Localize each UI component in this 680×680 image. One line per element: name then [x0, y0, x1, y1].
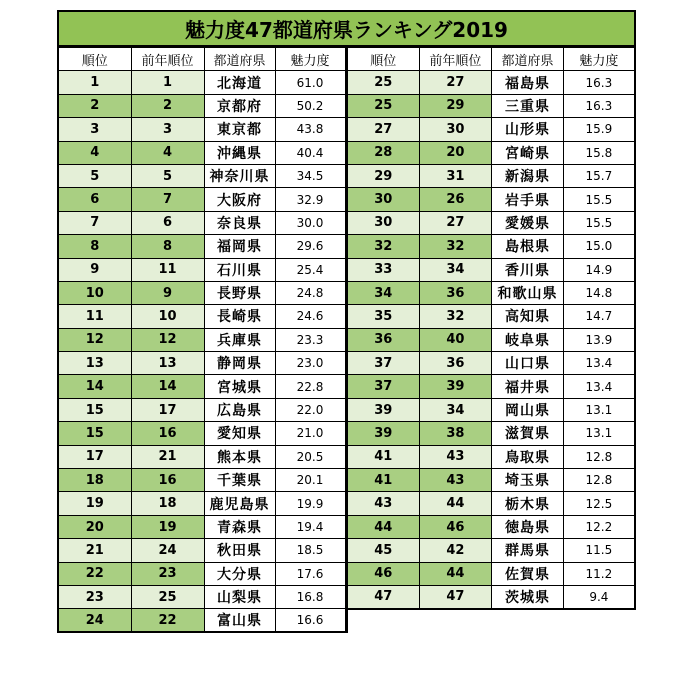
- prev-rank-cell: 39: [419, 375, 492, 398]
- prefecture-cell: 香川県: [492, 258, 564, 281]
- prev-rank-cell: 21: [131, 445, 204, 468]
- score-cell: 15.0: [563, 235, 635, 258]
- table-row: [58, 118, 346, 141]
- prefecture-cell: 岡山県: [492, 398, 564, 421]
- prefecture-cell: 鳥取県: [492, 445, 564, 468]
- prev-rank-cell: 47: [419, 585, 492, 608]
- score-cell: 50.2: [275, 94, 346, 117]
- rank-cell: 29: [348, 164, 420, 187]
- prev-rank-cell: 32: [419, 305, 492, 328]
- prefecture-cell: 東京都: [204, 118, 275, 141]
- prefecture-cell: 奈良県: [204, 211, 275, 234]
- table-row: [348, 118, 636, 141]
- prefecture-cell: 埼玉県: [492, 469, 564, 492]
- prefecture-cell: 千葉県: [204, 469, 275, 492]
- score-cell: 12.5: [563, 492, 635, 515]
- prefecture-cell: 福島県: [492, 71, 564, 94]
- prev-rank-cell: 38: [419, 422, 492, 445]
- header-score: 魅力度: [275, 48, 346, 71]
- rank-cell: 32: [348, 235, 420, 258]
- header-prefecture: 都道府県: [204, 48, 275, 71]
- table-row: [348, 164, 636, 187]
- prefecture-cell: 茨城県: [492, 585, 564, 608]
- table-row: [58, 258, 346, 281]
- table-row: [348, 328, 636, 351]
- score-cell: 23.3: [275, 328, 346, 351]
- prev-rank-cell: 34: [419, 398, 492, 421]
- prev-rank-cell: 14: [131, 375, 204, 398]
- table-row: [58, 281, 346, 304]
- rank-cell: 12: [58, 328, 131, 351]
- ranking-table-right: [347, 47, 636, 610]
- prefecture-cell: 群馬県: [492, 539, 564, 562]
- prefecture-cell: 山形県: [492, 118, 564, 141]
- rank-cell: 21: [58, 539, 131, 562]
- score-cell: 17.6: [275, 562, 346, 585]
- table-row: [348, 492, 636, 515]
- rank-cell: 25: [348, 94, 420, 117]
- prev-rank-cell: 16: [131, 469, 204, 492]
- prefecture-cell: 鹿児島県: [204, 492, 275, 515]
- table-row: [58, 352, 346, 375]
- rank-cell: 30: [348, 188, 420, 211]
- table-row: [348, 352, 636, 375]
- table-row: [348, 445, 636, 468]
- table-row: [348, 141, 636, 164]
- table-row: [58, 375, 346, 398]
- table-row: [58, 141, 346, 164]
- rank-cell: 24: [58, 609, 131, 632]
- score-cell: 13.4: [563, 352, 635, 375]
- prefecture-cell: 北海道: [204, 71, 275, 94]
- table-row: [58, 492, 346, 515]
- header-score: 魅力度: [563, 48, 635, 71]
- rank-cell: 44: [348, 515, 420, 538]
- table-row: [348, 539, 636, 562]
- rank-cell: 41: [348, 445, 420, 468]
- table-row: [58, 94, 346, 117]
- table-row: [348, 188, 636, 211]
- score-cell: 22.8: [275, 375, 346, 398]
- prev-rank-cell: 29: [419, 94, 492, 117]
- rank-cell: 2: [58, 94, 131, 117]
- prefecture-cell: 石川県: [204, 258, 275, 281]
- prev-rank-cell: 2: [131, 94, 204, 117]
- table-row: [348, 305, 636, 328]
- prefecture-cell: 愛媛県: [492, 211, 564, 234]
- prev-rank-cell: 44: [419, 492, 492, 515]
- prev-rank-cell: 24: [131, 539, 204, 562]
- table-row: [348, 211, 636, 234]
- prefecture-cell: 山口県: [492, 352, 564, 375]
- score-cell: 15.5: [563, 188, 635, 211]
- table-row: [348, 258, 636, 281]
- score-cell: 34.5: [275, 164, 346, 187]
- ranking-table-left: [57, 47, 348, 633]
- prefecture-cell: 広島県: [204, 398, 275, 421]
- prefecture-cell: 新潟県: [492, 164, 564, 187]
- header-rank: 順位: [58, 48, 131, 71]
- rank-cell: 1: [58, 71, 131, 94]
- prefecture-cell: 長崎県: [204, 305, 275, 328]
- prefecture-cell: 高知県: [492, 305, 564, 328]
- table-row: [348, 281, 636, 304]
- prefecture-cell: 宮崎県: [492, 141, 564, 164]
- table-row: [348, 94, 636, 117]
- score-cell: 14.9: [563, 258, 635, 281]
- rank-cell: 41: [348, 469, 420, 492]
- rank-cell: 35: [348, 305, 420, 328]
- rank-cell: 8: [58, 235, 131, 258]
- table-row: [58, 585, 346, 608]
- score-cell: 11.5: [563, 539, 635, 562]
- score-cell: 14.7: [563, 305, 635, 328]
- table-row: [58, 305, 346, 328]
- score-cell: 24.6: [275, 305, 346, 328]
- prefecture-cell: 兵庫県: [204, 328, 275, 351]
- prev-rank-cell: 32: [419, 235, 492, 258]
- prefecture-cell: 滋賀県: [492, 422, 564, 445]
- prev-rank-cell: 25: [131, 585, 204, 608]
- prev-rank-cell: 3: [131, 118, 204, 141]
- rank-cell: 45: [348, 539, 420, 562]
- prev-rank-cell: 44: [419, 562, 492, 585]
- prefecture-cell: 京都府: [204, 94, 275, 117]
- prefecture-cell: 静岡県: [204, 352, 275, 375]
- rank-cell: 39: [348, 398, 420, 421]
- table-row: [348, 585, 636, 608]
- rank-cell: 7: [58, 211, 131, 234]
- prev-rank-cell: 22: [131, 609, 204, 632]
- table-row: [58, 445, 346, 468]
- prefecture-cell: 宮城県: [204, 375, 275, 398]
- score-cell: 12.2: [563, 515, 635, 538]
- prev-rank-cell: 23: [131, 562, 204, 585]
- score-cell: 24.8: [275, 281, 346, 304]
- rank-cell: 3: [58, 118, 131, 141]
- prev-rank-cell: 17: [131, 398, 204, 421]
- rank-cell: 11: [58, 305, 131, 328]
- header-prev-rank: 前年順位: [131, 48, 204, 71]
- prefecture-cell: 和歌山県: [492, 281, 564, 304]
- prefecture-cell: 富山県: [204, 609, 275, 632]
- prev-rank-cell: 40: [419, 328, 492, 351]
- score-cell: 61.0: [275, 71, 346, 94]
- rank-cell: 46: [348, 562, 420, 585]
- rank-cell: 37: [348, 375, 420, 398]
- rank-cell: 18: [58, 469, 131, 492]
- prev-rank-cell: 5: [131, 164, 204, 187]
- score-cell: 43.8: [275, 118, 346, 141]
- rank-cell: 43: [348, 492, 420, 515]
- score-cell: 16.3: [563, 71, 635, 94]
- rank-cell: 6: [58, 188, 131, 211]
- header-prev-rank: 前年順位: [419, 48, 492, 71]
- score-cell: 13.1: [563, 422, 635, 445]
- prefecture-cell: 三重県: [492, 94, 564, 117]
- table-row: [348, 562, 636, 585]
- prev-rank-cell: 1: [131, 71, 204, 94]
- prev-rank-cell: 27: [419, 71, 492, 94]
- rank-cell: 34: [348, 281, 420, 304]
- rank-cell: 47: [348, 585, 420, 608]
- rank-cell: 33: [348, 258, 420, 281]
- score-cell: 9.4: [563, 585, 635, 608]
- prefecture-cell: 栃木県: [492, 492, 564, 515]
- table-row: [58, 515, 346, 538]
- table-row: [58, 609, 346, 632]
- header-rank: 順位: [348, 48, 420, 71]
- prev-rank-cell: 8: [131, 235, 204, 258]
- prev-rank-cell: 43: [419, 445, 492, 468]
- prev-rank-cell: 6: [131, 211, 204, 234]
- rank-cell: 9: [58, 258, 131, 281]
- table-row: [58, 235, 346, 258]
- score-cell: 12.8: [563, 445, 635, 468]
- prefecture-cell: 秋田県: [204, 539, 275, 562]
- score-cell: 16.3: [563, 94, 635, 117]
- rank-cell: 13: [58, 352, 131, 375]
- rank-cell: 14: [58, 375, 131, 398]
- score-cell: 30.0: [275, 211, 346, 234]
- rank-cell: 4: [58, 141, 131, 164]
- score-cell: 13.4: [563, 375, 635, 398]
- score-cell: 20.5: [275, 445, 346, 468]
- table-row: [348, 469, 636, 492]
- table-row: [348, 235, 636, 258]
- rank-cell: 17: [58, 445, 131, 468]
- prefecture-cell: 沖縄県: [204, 141, 275, 164]
- prev-rank-cell: 9: [131, 281, 204, 304]
- score-cell: 12.8: [563, 469, 635, 492]
- prev-rank-cell: 18: [131, 492, 204, 515]
- score-cell: 40.4: [275, 141, 346, 164]
- table-row: [58, 539, 346, 562]
- prev-rank-cell: 30: [419, 118, 492, 141]
- rank-cell: 15: [58, 422, 131, 445]
- rank-cell: 22: [58, 562, 131, 585]
- rank-cell: 39: [348, 422, 420, 445]
- score-cell: 20.1: [275, 469, 346, 492]
- prefecture-cell: 山梨県: [204, 585, 275, 608]
- prefecture-cell: 島根県: [492, 235, 564, 258]
- prefecture-cell: 岐阜県: [492, 328, 564, 351]
- rank-cell: 20: [58, 515, 131, 538]
- score-cell: 15.9: [563, 118, 635, 141]
- prefecture-cell: 長野県: [204, 281, 275, 304]
- prev-rank-cell: 36: [419, 352, 492, 375]
- score-cell: 14.8: [563, 281, 635, 304]
- score-cell: 18.5: [275, 539, 346, 562]
- prev-rank-cell: 11: [131, 258, 204, 281]
- table-row: [58, 328, 346, 351]
- rank-cell: 23: [58, 585, 131, 608]
- score-cell: 23.0: [275, 352, 346, 375]
- prev-rank-cell: 27: [419, 211, 492, 234]
- score-cell: 13.9: [563, 328, 635, 351]
- prefecture-cell: 大阪府: [204, 188, 275, 211]
- table-row: [58, 562, 346, 585]
- prefecture-cell: 福岡県: [204, 235, 275, 258]
- rank-cell: 37: [348, 352, 420, 375]
- header-row: [348, 48, 636, 71]
- prev-rank-cell: 36: [419, 281, 492, 304]
- score-cell: 11.2: [563, 562, 635, 585]
- prev-rank-cell: 43: [419, 469, 492, 492]
- prev-rank-cell: 31: [419, 164, 492, 187]
- table-title: 魅力度47都道府県ランキング2019: [57, 10, 636, 47]
- prefecture-cell: 岩手県: [492, 188, 564, 211]
- score-cell: 29.6: [275, 235, 346, 258]
- score-cell: 22.0: [275, 398, 346, 421]
- prefecture-cell: 大分県: [204, 562, 275, 585]
- table-row: [58, 469, 346, 492]
- table-row: [58, 211, 346, 234]
- rank-cell: 36: [348, 328, 420, 351]
- table-row: [348, 398, 636, 421]
- prefecture-cell: 徳島県: [492, 515, 564, 538]
- ranking-table-frame: [57, 10, 636, 669]
- table-row: [58, 71, 346, 94]
- score-cell: 21.0: [275, 422, 346, 445]
- score-cell: 16.6: [275, 609, 346, 632]
- prefecture-cell: 佐賀県: [492, 562, 564, 585]
- prefecture-cell: 神奈川県: [204, 164, 275, 187]
- prev-rank-cell: 7: [131, 188, 204, 211]
- score-cell: 19.9: [275, 492, 346, 515]
- rank-cell: 27: [348, 118, 420, 141]
- rank-cell: 30: [348, 211, 420, 234]
- table-row: [348, 515, 636, 538]
- prev-rank-cell: 20: [419, 141, 492, 164]
- prefecture-cell: 愛知県: [204, 422, 275, 445]
- table-row: [348, 375, 636, 398]
- prev-rank-cell: 34: [419, 258, 492, 281]
- score-cell: 15.8: [563, 141, 635, 164]
- score-cell: 32.9: [275, 188, 346, 211]
- table-row: [348, 71, 636, 94]
- rank-cell: 15: [58, 398, 131, 421]
- table-row: [58, 188, 346, 211]
- prev-rank-cell: 16: [131, 422, 204, 445]
- prev-rank-cell: 26: [419, 188, 492, 211]
- rank-cell: 10: [58, 281, 131, 304]
- header-prefecture: 都道府県: [492, 48, 564, 71]
- prev-rank-cell: 42: [419, 539, 492, 562]
- prefecture-cell: 福井県: [492, 375, 564, 398]
- rank-cell: 25: [348, 71, 420, 94]
- score-cell: 13.1: [563, 398, 635, 421]
- score-cell: 25.4: [275, 258, 346, 281]
- prev-rank-cell: 13: [131, 352, 204, 375]
- prev-rank-cell: 10: [131, 305, 204, 328]
- prev-rank-cell: 12: [131, 328, 204, 351]
- rank-cell: 19: [58, 492, 131, 515]
- score-cell: 15.5: [563, 211, 635, 234]
- prev-rank-cell: 19: [131, 515, 204, 538]
- score-cell: 16.8: [275, 585, 346, 608]
- header-row: [58, 48, 346, 71]
- prev-rank-cell: 4: [131, 141, 204, 164]
- table-row: [58, 164, 346, 187]
- table-row: [58, 398, 346, 421]
- prev-rank-cell: 46: [419, 515, 492, 538]
- score-cell: 15.7: [563, 164, 635, 187]
- table-row: [58, 422, 346, 445]
- rank-cell: 28: [348, 141, 420, 164]
- rank-cell: 5: [58, 164, 131, 187]
- prefecture-cell: 熊本県: [204, 445, 275, 468]
- table-row: [348, 422, 636, 445]
- prefecture-cell: 青森県: [204, 515, 275, 538]
- score-cell: 19.4: [275, 515, 346, 538]
